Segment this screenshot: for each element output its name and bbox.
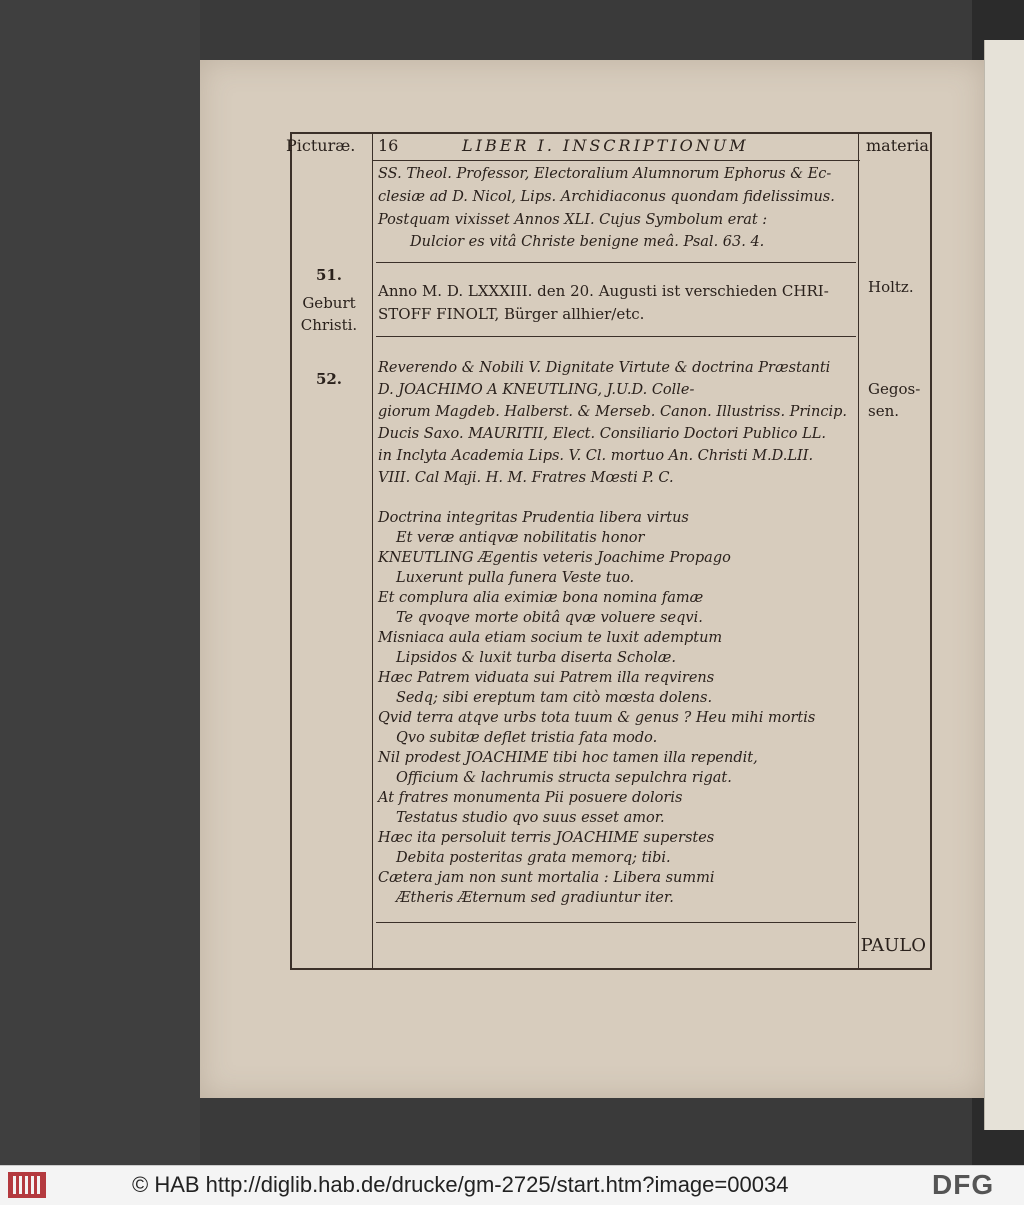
poem-line: Qvid terra atqve urbs tota tuum & genus ? Heu mihi mortis bbox=[378, 710, 816, 726]
poem-line: Cætera jam non sunt mortalia : Libera summi bbox=[378, 870, 715, 886]
poem-line: Qvo subitæ deflet tristia fata modo. bbox=[396, 730, 658, 746]
poem-line: KNEUTLING Ægentis veteris Joachime Propago bbox=[378, 550, 731, 566]
poem-line: Debita posteritas grata memorq; tibi. bbox=[396, 850, 671, 866]
material-label: Gegos- bbox=[868, 380, 921, 398]
poem-line: Ætheris Æternum sed gradiuntur iter. bbox=[396, 890, 674, 906]
dedication-line: D. JOACHIMO A KNEUTLING, J.U.D. Colle- bbox=[378, 382, 695, 398]
entry-top-line: Postquam vixisset Annos XLI. Cujus Symbolum erat : bbox=[378, 212, 768, 228]
entry-number: 51. bbox=[315, 266, 343, 284]
hab-logo-icon bbox=[8, 1172, 46, 1198]
right-column-rule bbox=[858, 134, 859, 968]
picture-label: Christi. bbox=[300, 316, 358, 334]
entry-number: 52. bbox=[315, 370, 343, 388]
book-page bbox=[200, 60, 984, 1098]
dedication-line: VIII. Cal Maji. H. M. Fratres Mœsti P. C. bbox=[378, 470, 674, 486]
entry-51-line: STOFF FINOLT, Bürger allhier/etc. bbox=[378, 305, 645, 323]
header-right-label: materia bbox=[866, 136, 929, 155]
entry-top-line: SS. Theol. Professor, Electoralium Alumnorum Ephorus & Ec- bbox=[378, 166, 832, 182]
entry-rule bbox=[376, 922, 856, 923]
poem-line: Hæc Patrem viduata sui Patrem illa reqvirens bbox=[378, 670, 715, 686]
poem-line: At fratres monumenta Pii posuere doloris bbox=[378, 790, 683, 806]
dedication-line: Ducis Saxo. MAURITII, Elect. Consiliario Doctori Publico LL. bbox=[378, 426, 826, 442]
poem-line: Et veræ antiqvæ nobilitatis honor bbox=[396, 530, 645, 546]
header-left-label: Picturæ. bbox=[286, 136, 356, 155]
poem-line: Nil prodest JOACHIME tibi hoc tamen illa rependit, bbox=[378, 750, 758, 766]
poem-line: Sedq; sibi ereptum tam citò mœsta dolens. bbox=[396, 690, 713, 706]
running-title: LIBER I. INSCRIPTIONUM bbox=[462, 136, 749, 155]
page-frame bbox=[286, 132, 932, 970]
entry-top-line: Dulcior es vitâ Christe benigne meâ. Psal. 63. 4. bbox=[410, 234, 765, 250]
poem-line: Doctrina integritas Prudentia libera virtus bbox=[378, 510, 689, 526]
header-rule bbox=[372, 160, 860, 161]
adjacent-page-edge bbox=[984, 40, 1024, 1130]
entry-top-line: clesiæ ad D. Nicol, Lips. Archidiaconus quondam fidelissimus. bbox=[378, 189, 835, 205]
left-column-rule bbox=[372, 134, 373, 968]
poem-line: Lipsidos & luxit turba diserta Scholæ. bbox=[396, 650, 677, 666]
material-label: sen. bbox=[868, 402, 900, 420]
poem-line: Hæc ita persoluit terris JOACHIME superstes bbox=[378, 830, 715, 846]
poem-line: Luxerunt pulla funera Veste tuo. bbox=[396, 570, 635, 586]
scan-background-left bbox=[0, 0, 200, 1165]
dedication-line: in Inclyta Academia Lips. V. Cl. mortuo An. Christi M.D.LII. bbox=[378, 448, 814, 464]
entry-51-line: Anno M. D. LXXXIII. den 20. Augusti ist verschieden CHRI- bbox=[378, 282, 829, 300]
poem-line: Testatus studio qvo suus esset amor. bbox=[396, 810, 665, 826]
catchword: PAULO bbox=[860, 935, 926, 956]
poem-line: Et complura alia eximiæ bona nomina famæ bbox=[378, 590, 704, 606]
picture-label: Geburt bbox=[302, 294, 356, 312]
copyright-link[interactable]: © HAB http://diglib.hab.de/drucke/gm-2725/start.htm?image=00034 bbox=[132, 1172, 789, 1197]
entry-rule bbox=[376, 336, 856, 337]
poem-line: Misniaca aula etiam socium te luxit ademptum bbox=[378, 630, 723, 646]
entry-rule bbox=[376, 262, 856, 263]
dfg-logo: DFG bbox=[932, 1169, 995, 1200]
page-number: 16 bbox=[378, 136, 399, 155]
dedication-line: giorum Magdeb. Halberst. & Merseb. Canon. Illustriss. Princip. bbox=[378, 404, 847, 420]
dedication-line: Reverendo & Nobili V. Dignitate Virtute & doctrina Præstanti bbox=[378, 360, 831, 376]
material-label: Holtz. bbox=[868, 278, 914, 296]
viewer-footer bbox=[0, 1165, 1024, 1205]
poem-line: Te qvoqve morte obitâ qvæ voluere seqvi. bbox=[396, 610, 703, 626]
poem-line: Officium & lachrumis structa sepulchra rigat. bbox=[396, 770, 732, 786]
